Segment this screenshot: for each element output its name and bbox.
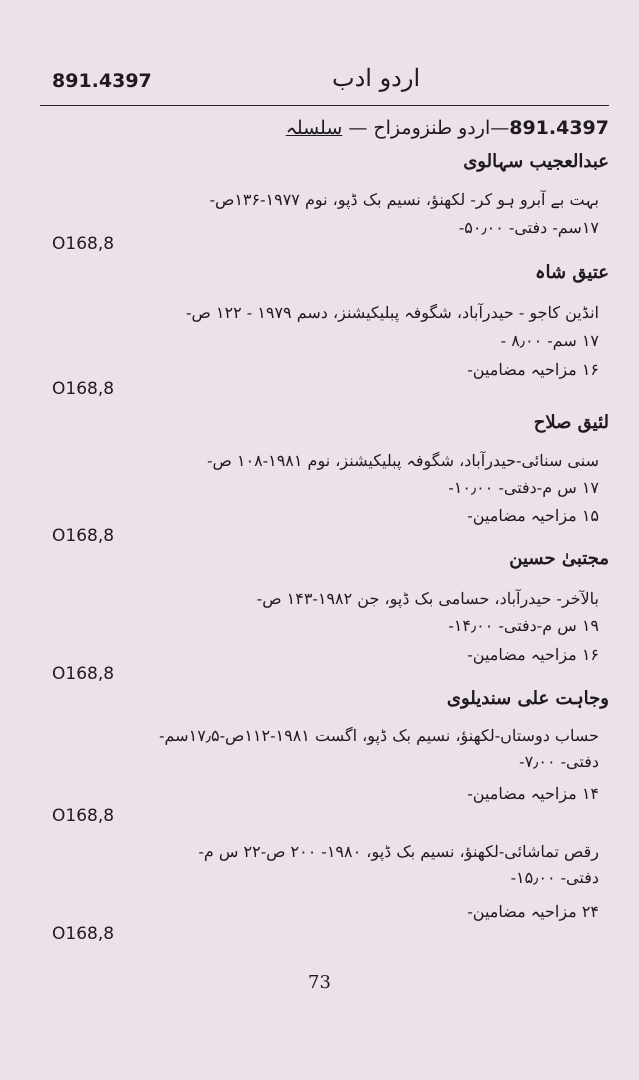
entry-code: O168,8 [52, 379, 115, 399]
entry-line: ۱۴ مزاحیہ مضامین- [467, 784, 599, 803]
entry-line: ۱۶ مزاحیہ مضامین- [467, 645, 599, 664]
series-text: اردو طنزومزاح [373, 117, 491, 139]
entry-line: بالآخر- حیدرآباد، حسامی بک ڈپو، جن ۱۹۸۲-۱۴۳ ص- [256, 589, 599, 608]
entry-line: حساب دوستاں-لکھنؤ، نسیم بک ڈپو، اگست ۱۹۸۱-۱۱۲ص-۱۷٫۵سم- [159, 726, 599, 745]
entry-author: عبدالعجیب سہالوی [463, 151, 609, 172]
entry-code: O168,8 [52, 924, 115, 944]
entry-author: عتیق شاہ [535, 262, 609, 283]
series-label: سلسلہ [285, 117, 343, 139]
entry-line: رقص تماشائی-لکھنؤ، نسیم بک ڈپو، ۱۹۸۰- ۲۰۰ ص-۲۲ س م- [198, 842, 599, 861]
entry-line: ۱۷ سم- ۸٫۰۰ - [500, 331, 599, 350]
entry-author: لئیق صلاح [533, 412, 609, 433]
page-number: 73 [308, 972, 331, 993]
entry-line: ۱۹ س م-دفتی- ۱۴٫۰۰- [448, 616, 599, 635]
page-header [40, 60, 609, 106]
entry-line: انڈین کاجو - حیدرآباد، شگوفہ پبلیکیشنز، دسم ۱۹۷۹ - ۱۲۲ ص- [186, 303, 599, 322]
entry-line: ۱۷ س م-دفتی- ۱۰٫۰۰- [448, 478, 599, 497]
entry-line: سنی سنائی-حیدرآباد، شگوفہ پبلیکیشنز، نوم ۱۹۸۱-۱۰۸ ص- [207, 451, 599, 470]
header-title: اردو ادب [332, 64, 421, 92]
entry-line: ۱۷سم- دفتی- ۵۰٫۰۰- [458, 218, 599, 237]
header-rule [40, 105, 609, 106]
header-class-number: 891.4397 [52, 70, 152, 92]
entry-code: O168,8 [52, 526, 115, 546]
entry-code: O168,8 [52, 234, 115, 254]
entry-line: دفتی- ۱۵٫۰۰- [510, 868, 599, 887]
entry-line: ۱۶ مزاحیہ مضامین- [467, 360, 599, 379]
entry-line: بہت بے آبرو ہو کر- لکھنؤ، نسیم بک ڈپو، نوم ۱۹۷۷-۱۳۶ص- [209, 190, 599, 209]
entry-line: ۲۴ مزاحیہ مضامین- [467, 902, 599, 921]
series-heading: 891.4397—اردو طنزومزاح — سلسلہ [285, 117, 609, 139]
entry-author: مجتبیٰ حسین [509, 548, 609, 569]
entry-line: دفتی- ۷٫۰۰- [519, 752, 599, 771]
series-number: 891.4397 [509, 117, 609, 139]
entry-code: O168,8 [52, 664, 115, 684]
entry-author: وجاہت علی سندیلوی [446, 688, 609, 709]
entry-code: O168,8 [52, 806, 115, 826]
entry-line: ۱۵ مزاحیہ مضامین- [467, 506, 599, 525]
